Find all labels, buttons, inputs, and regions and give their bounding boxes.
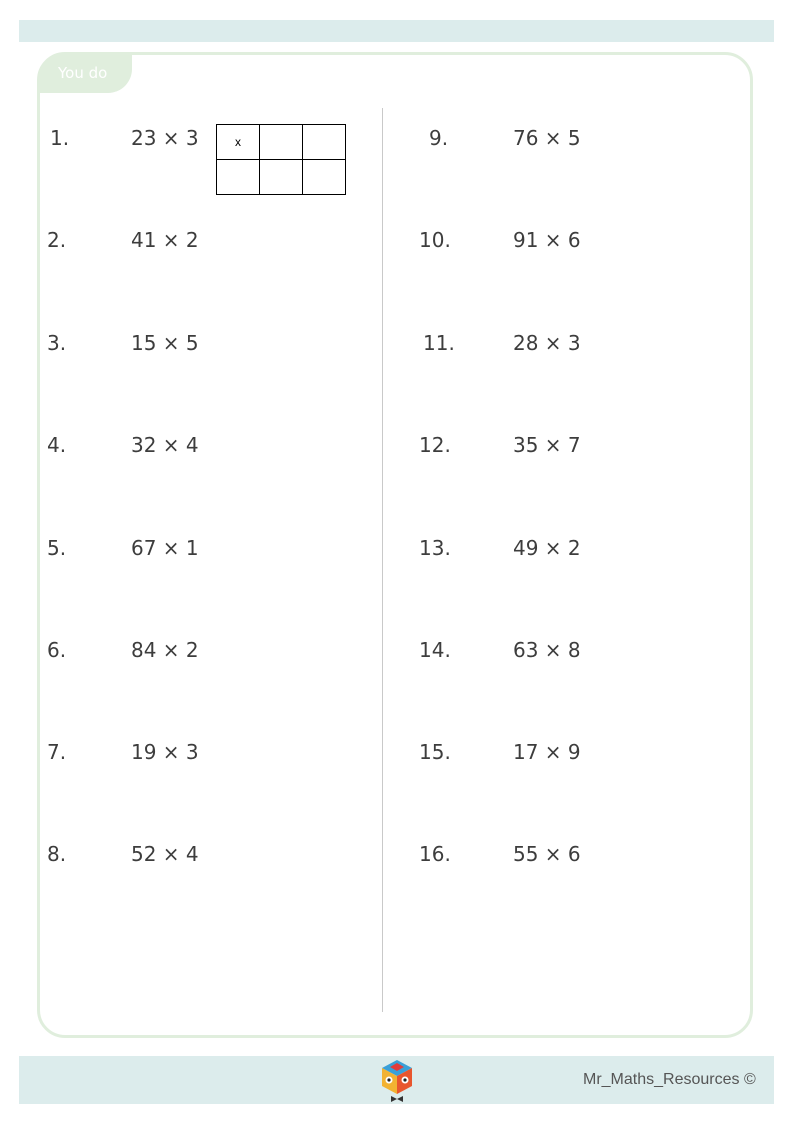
grid-header-cell: x	[217, 125, 260, 160]
question-number: 1.	[50, 126, 70, 150]
copyright-credit: Mr_Maths_Resources ©	[583, 1071, 756, 1088]
area-model-grid	[216, 124, 346, 195]
question-expression: 35 × 7	[513, 433, 581, 457]
question-expression: 19 × 3	[131, 740, 199, 764]
question-expression: 91 × 6	[513, 228, 581, 252]
section-label: You do	[38, 54, 132, 93]
question-number: 2.	[47, 228, 67, 252]
question-expression: 55 × 6	[513, 842, 581, 866]
cube-logo-icon	[378, 1058, 416, 1104]
question-number: 7.	[47, 740, 67, 764]
grid-cell[interactable]	[217, 160, 260, 195]
header-band	[19, 20, 774, 42]
question-number: 15.	[419, 740, 451, 764]
grid-cell[interactable]	[303, 160, 346, 195]
question-expression: 17 × 9	[513, 740, 581, 764]
question-number: 9.	[429, 126, 449, 150]
question-expression: 76 × 5	[513, 126, 581, 150]
column-divider	[382, 108, 383, 1012]
question-expression: 84 × 2	[131, 638, 199, 662]
question-number: 4.	[47, 433, 67, 457]
question-number: 10.	[419, 228, 451, 252]
question-number: 5.	[47, 536, 67, 560]
question-number: 3.	[47, 331, 67, 355]
question-expression: 28 × 3	[513, 331, 581, 355]
question-number: 16.	[419, 842, 451, 866]
question-number: 13.	[419, 536, 451, 560]
question-number: 11.	[423, 331, 455, 355]
grid-cell[interactable]	[260, 160, 303, 195]
question-number: 12.	[419, 433, 451, 457]
question-expression: 15 × 5	[131, 331, 199, 355]
question-expression: 67 × 1	[131, 536, 199, 560]
question-number: 8.	[47, 842, 67, 866]
question-expression: 32 × 4	[131, 433, 199, 457]
grid-cell[interactable]	[260, 125, 303, 160]
question-expression: 52 × 4	[131, 842, 199, 866]
question-number: 14.	[419, 638, 451, 662]
question-expression: 23 × 3	[131, 126, 199, 150]
question-expression: 49 × 2	[513, 536, 581, 560]
question-expression: 41 × 2	[131, 228, 199, 252]
question-number: 6.	[47, 638, 67, 662]
grid-cell[interactable]	[303, 125, 346, 160]
question-expression: 63 × 8	[513, 638, 581, 662]
